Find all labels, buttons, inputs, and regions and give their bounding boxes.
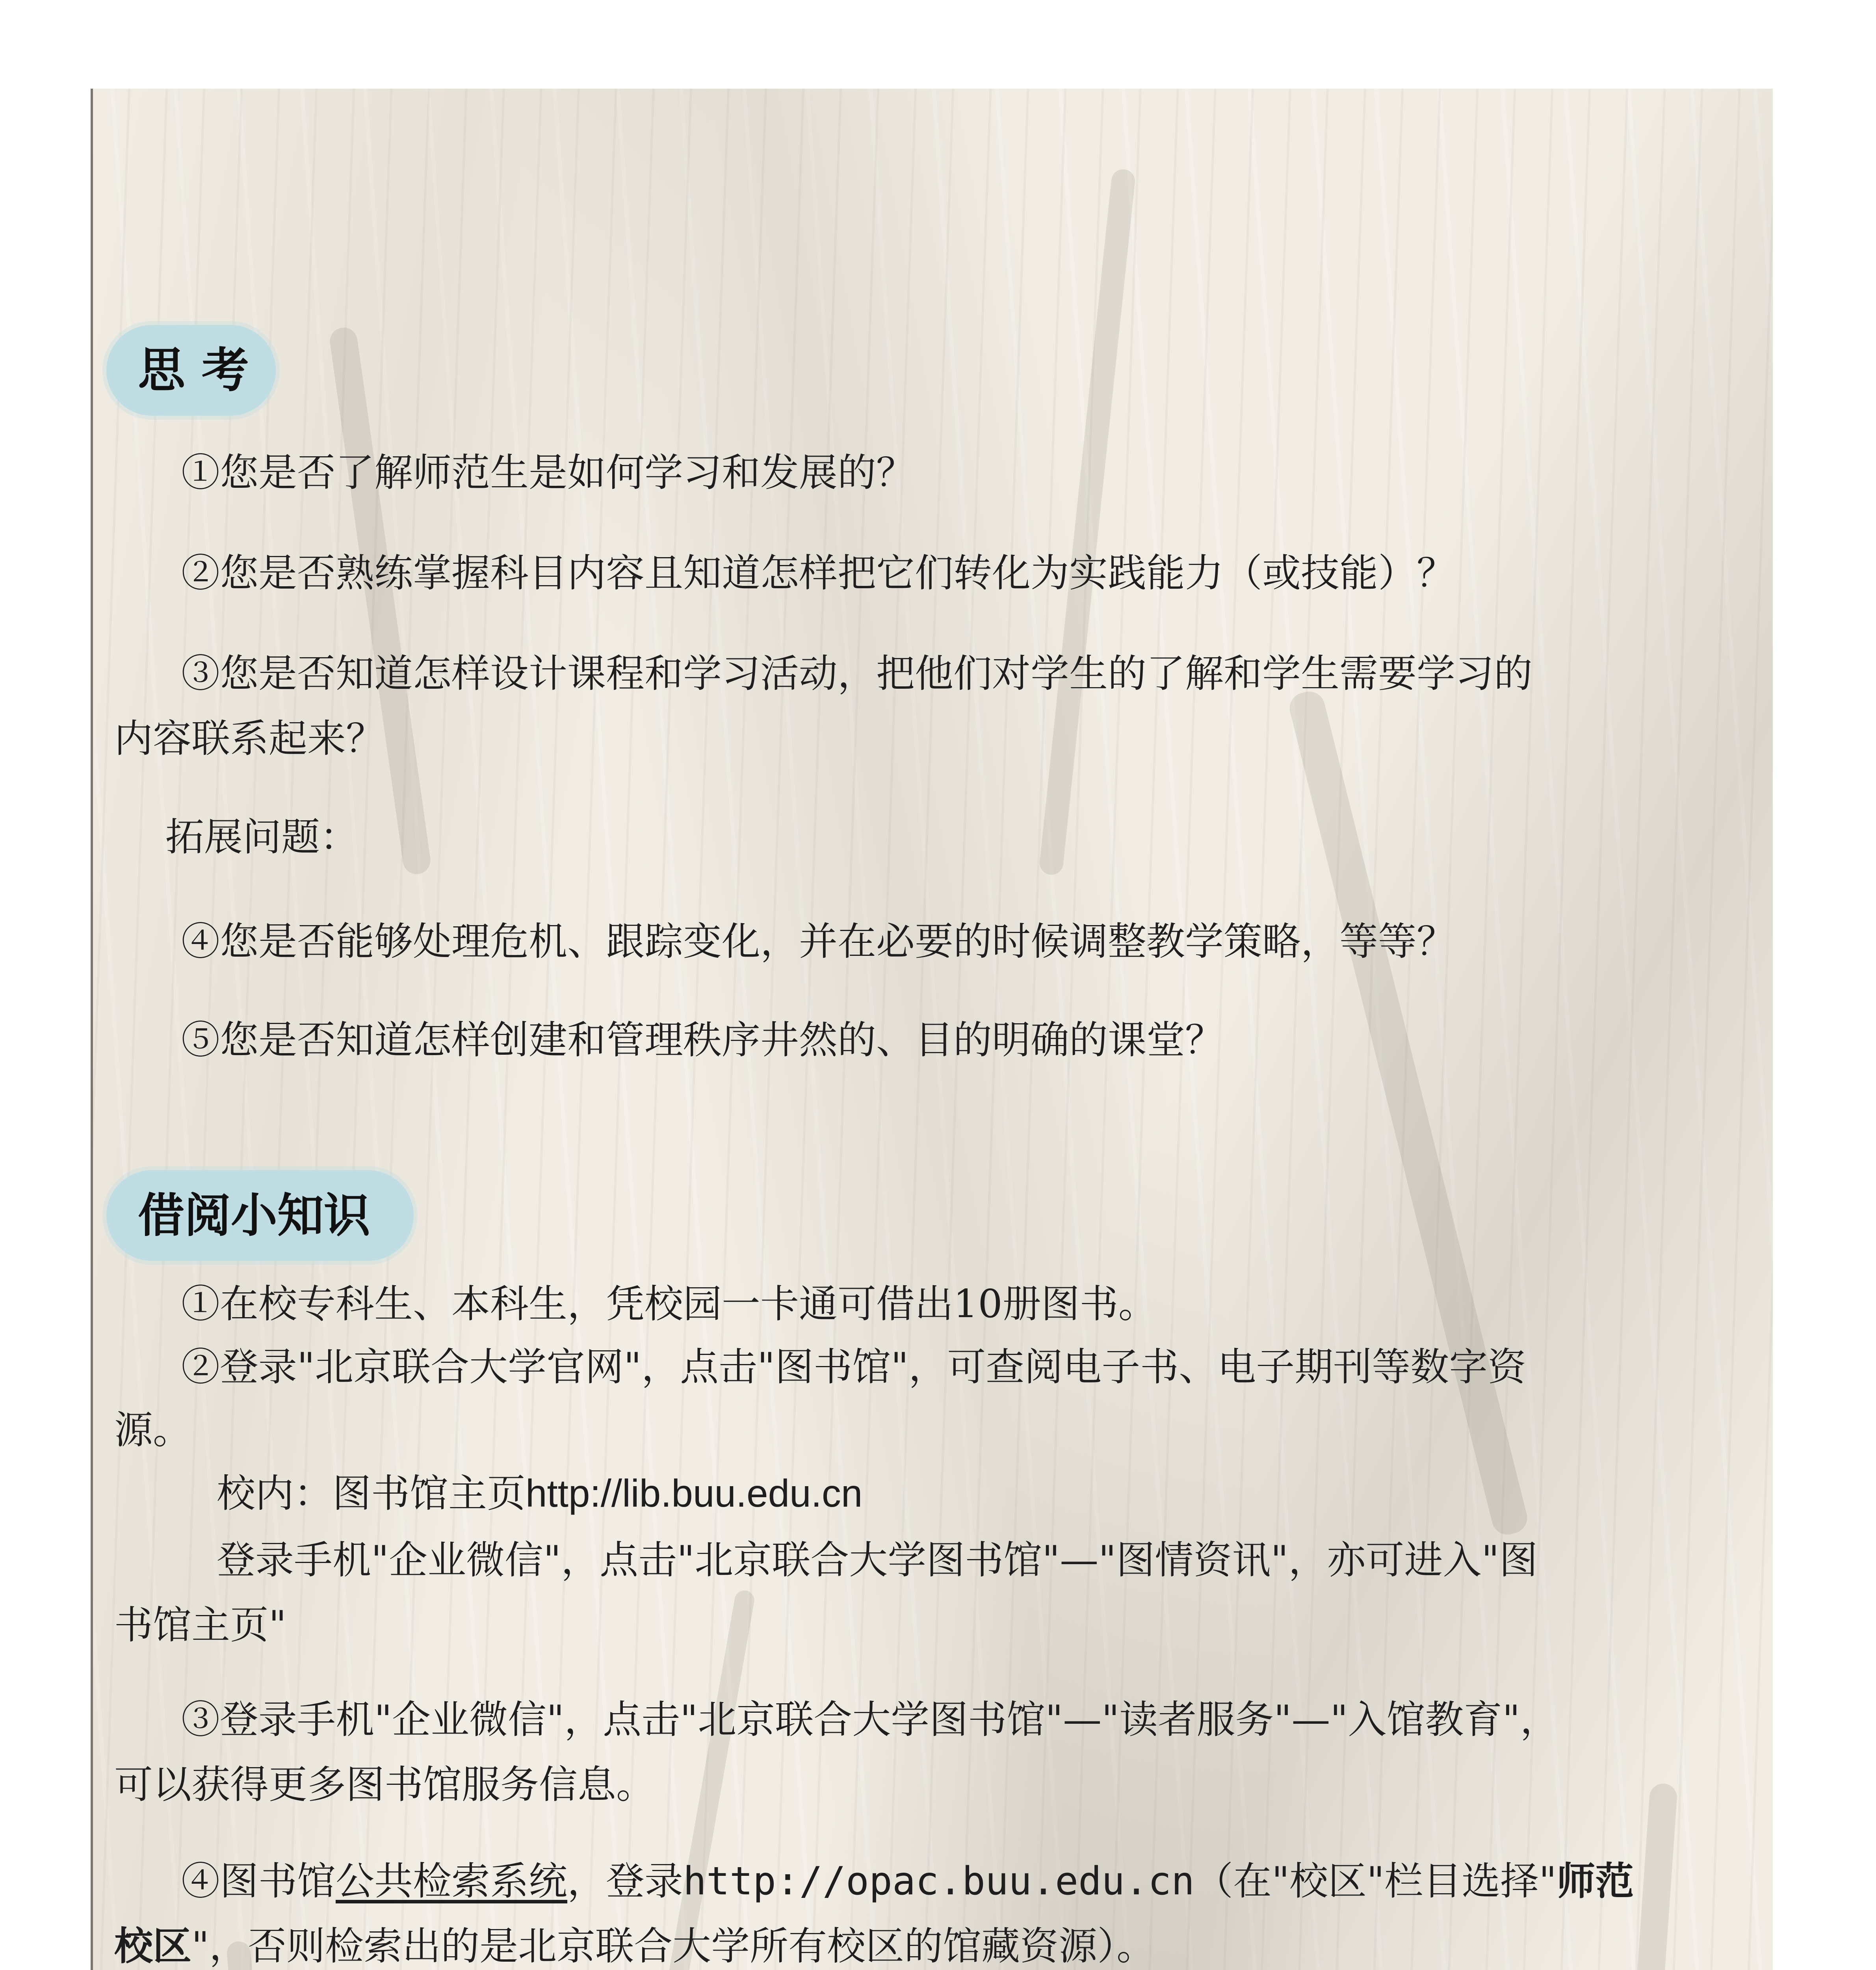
- borrow-item-2-line-1: ②登录"北京联合大学官网"，点击"图书馆"，可查阅电子书、电子期刊等数字资: [181, 1345, 1527, 1390]
- opac-system-link[interactable]: 公共检索系统: [336, 1859, 568, 1904]
- question-5: ⑤您是否知道怎样创建和管理秩序井然的、目的明确的课堂？: [181, 1018, 1224, 1063]
- question-4: ④您是否能够处理危机、跟踪变化，并在必要的时候调整教学策略，等等？: [181, 919, 1456, 964]
- campus-homepage-label: 校内：图书馆主页: [217, 1471, 526, 1516]
- wechat-entry-line-1: 登录手机"企业微信"，点击"北京联合大学图书馆"—"图情资讯"，亦可进入"图: [217, 1538, 1538, 1583]
- item4-prefix: ④图书馆: [181, 1859, 336, 1904]
- borrow-item-2-line-2: 源。: [114, 1408, 192, 1453]
- section-title-borrowing: 借阅小知识: [138, 1188, 371, 1243]
- campus-homepage-line: [114, 1462, 1741, 1525]
- opac-url[interactable]: http://opac.buu.edu.cn: [683, 1859, 1195, 1904]
- item4-bold-campus-2: 校区: [114, 1924, 192, 1969]
- question-3-line-2: 内容联系起来？: [114, 716, 385, 761]
- question-3-line-1: ③您是否知道怎样设计课程和学习活动，把他们对学生的了解和学生需要学习的: [181, 651, 1533, 696]
- borrow-item-4-line-2: [114, 1915, 1741, 1970]
- question-1: ①您是否了解师范生是如何学习和发展的？: [181, 450, 915, 495]
- document-page: [91, 89, 1773, 1970]
- section-title-thinking: 思 考: [138, 342, 249, 398]
- borrow-item-4-line-1: [114, 1850, 1741, 1913]
- item4-tail: （在"校区"栏目选择": [1194, 1859, 1557, 1904]
- item4-mid: ，登录: [567, 1859, 684, 1904]
- question-2: ②您是否熟练掌握科目内容且知道怎样把它们转化为实践能力（或技能）？: [181, 551, 1456, 596]
- wechat-entry-line-2: 书馆主页": [114, 1603, 287, 1648]
- borrow-item-1: ①在校专科生、本科生，凭校园一卡通可借出10册图书。: [181, 1282, 1157, 1327]
- borrow-item-3-line-2: 可以获得更多图书馆服务信息。: [114, 1762, 655, 1807]
- item4-line2-text: "，否则检索出的是北京联合大学所有校区的馆藏资源）。: [191, 1924, 1155, 1969]
- page-left-border: [91, 89, 93, 1970]
- extension-label: 拓展问题：: [165, 815, 359, 860]
- library-homepage-url[interactable]: http://lib.buu.edu.cn: [526, 1472, 863, 1515]
- item4-bold-campus-1: 师范: [1557, 1858, 1634, 1904]
- borrow-item-3-line-1: ③登录手机"企业微信"，点击"北京联合大学图书馆"—"读者服务"—"入馆教育"，: [181, 1697, 1559, 1742]
